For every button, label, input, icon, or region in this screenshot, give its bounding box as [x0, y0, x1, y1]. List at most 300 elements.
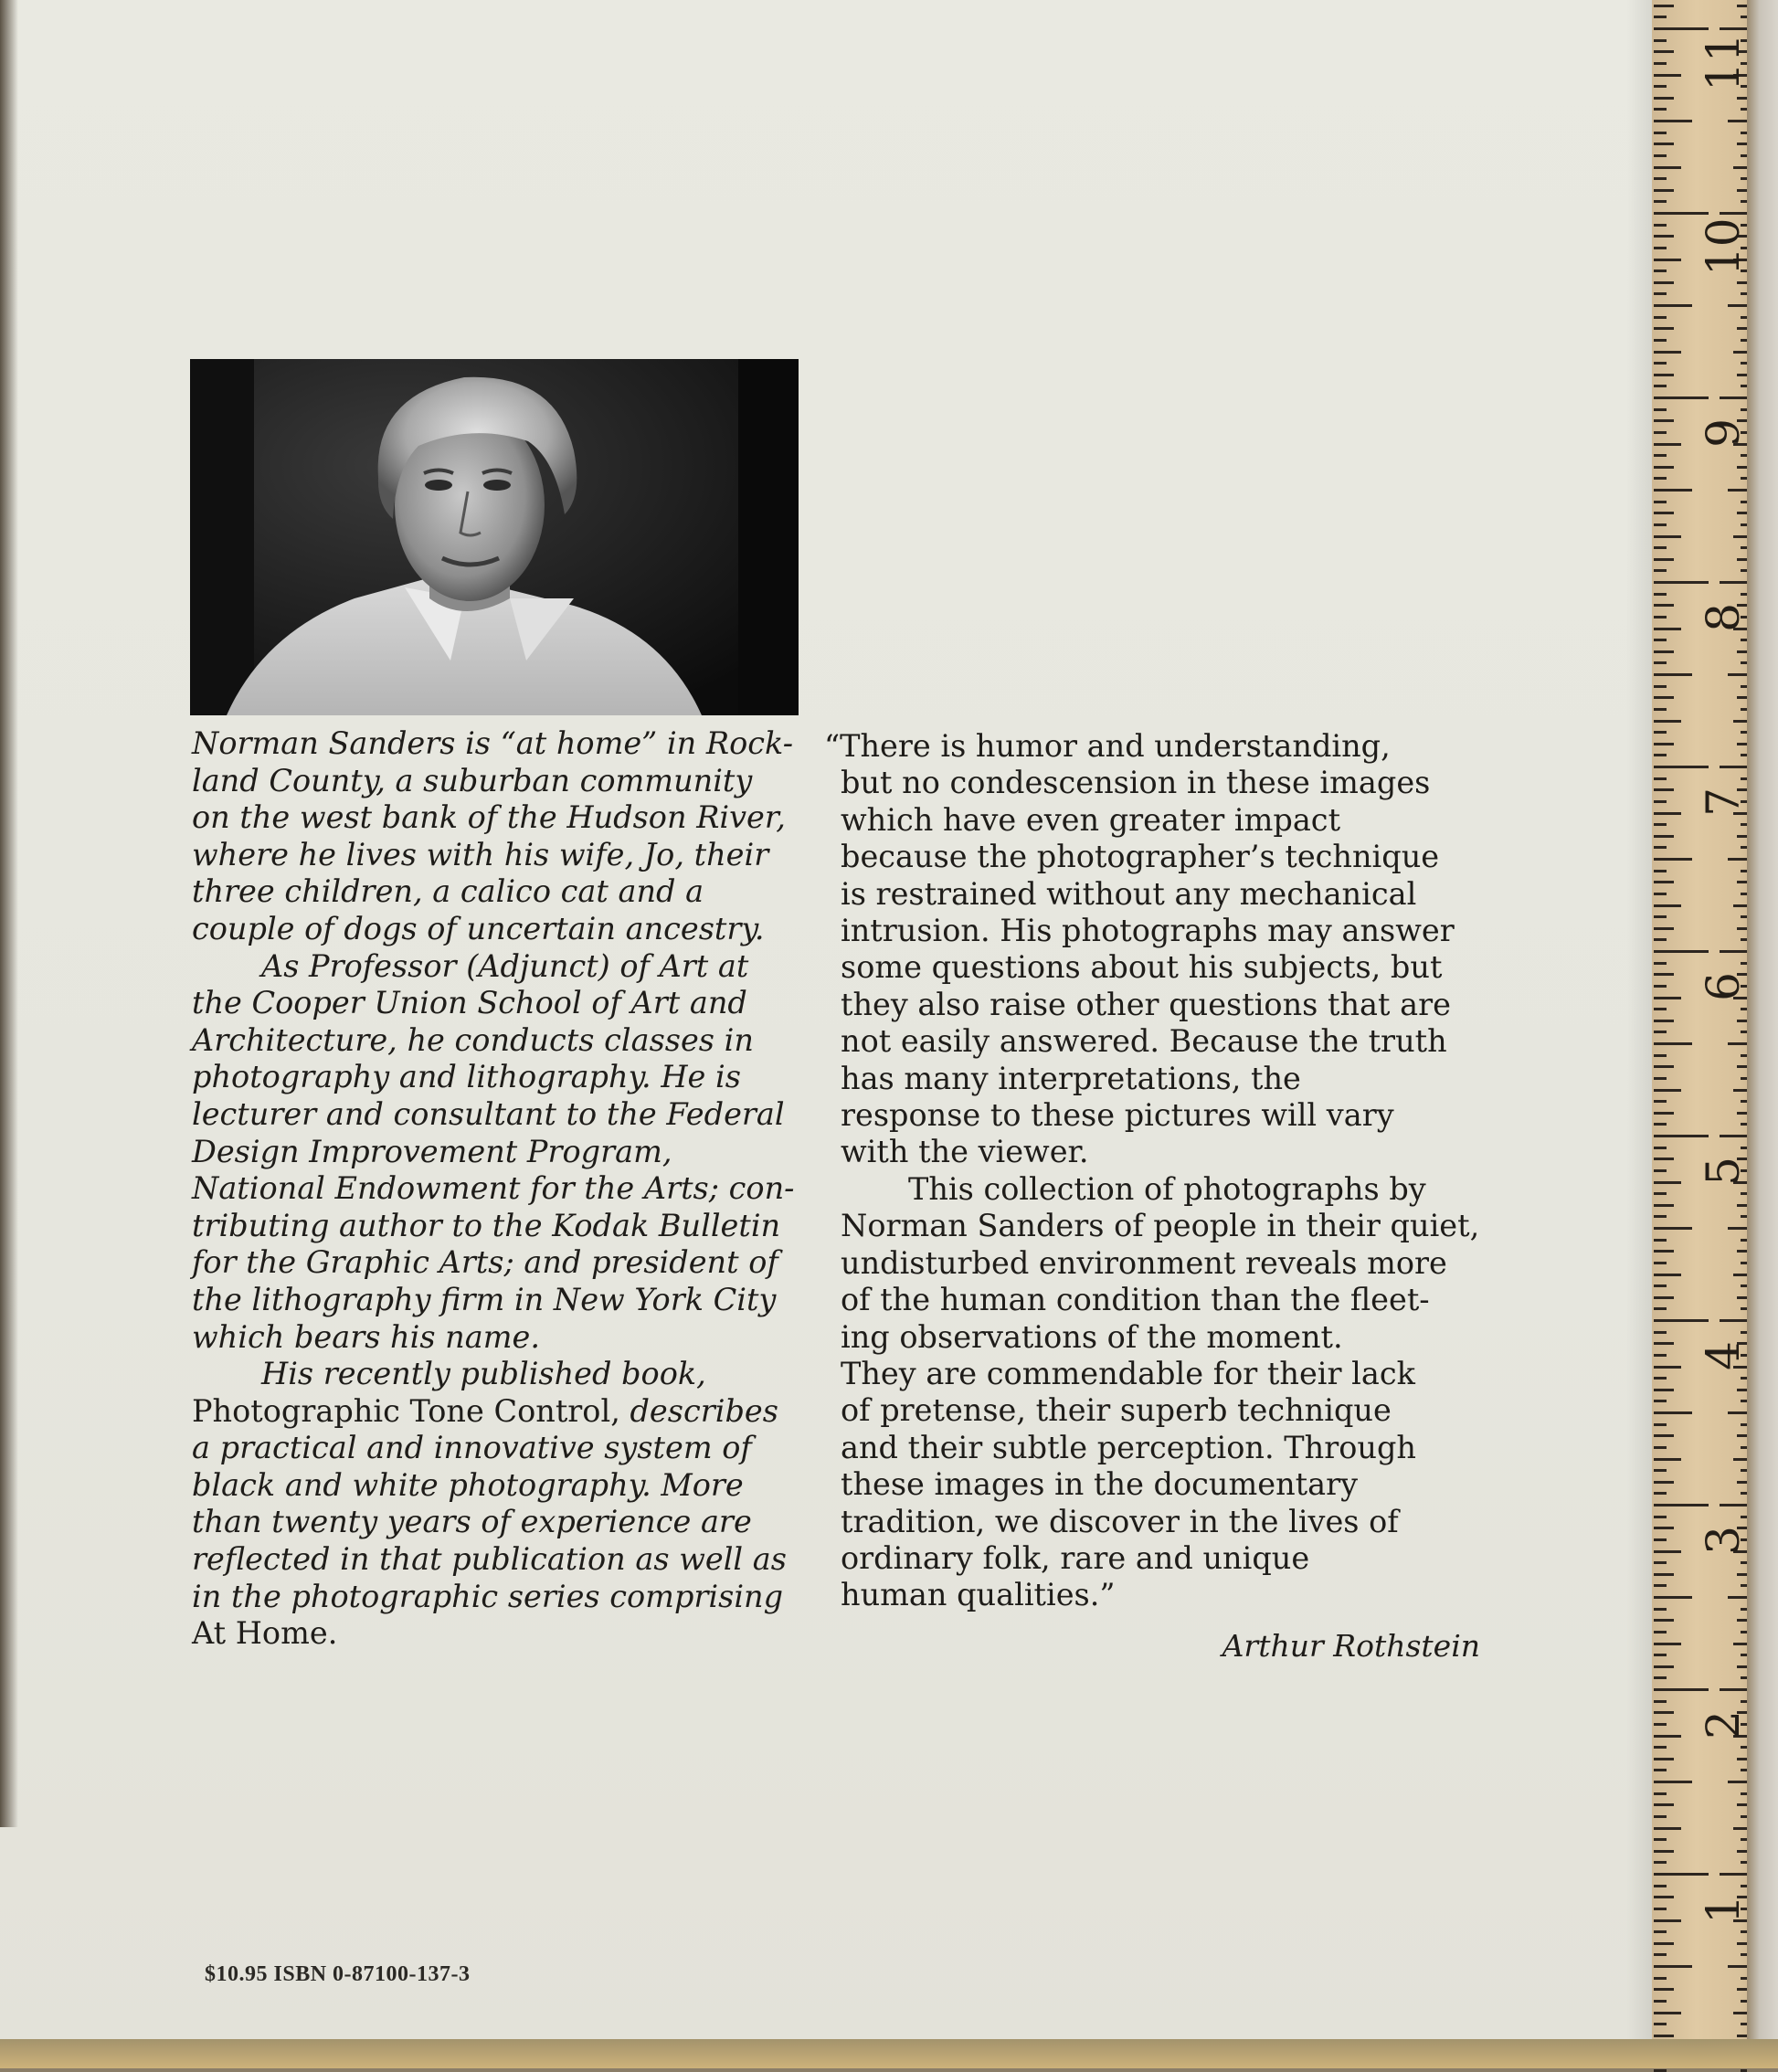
ruler-tick: [1728, 1965, 1747, 1968]
ruler-tick: [1654, 1296, 1674, 1299]
ruler-tick: [1654, 1965, 1692, 1968]
table-edge: [0, 2039, 1778, 2068]
ruler-number: 8: [1697, 603, 1750, 632]
ruler-tick: [1654, 1942, 1674, 1945]
quote-line: because the photographer’s technique: [841, 839, 1440, 875]
ruler-tick: [1741, 846, 1747, 849]
ruler-tick: [1741, 731, 1747, 734]
ruler-tick: [1654, 419, 1674, 422]
ruler-tick: [1654, 1169, 1667, 1172]
ruler-tick: [1654, 108, 1667, 111]
ruler-tick: [1728, 1227, 1747, 1230]
ruler-tick: [1737, 1803, 1747, 1806]
ruler-number: 5: [1697, 1157, 1750, 1186]
ruler-tick: [1737, 927, 1747, 930]
ruler-tick: [1737, 835, 1747, 838]
ruler-tick: [1654, 1643, 1681, 1645]
bio-line: three children, a calico cat and a: [192, 873, 704, 910]
ruler-tick: [1654, 1100, 1667, 1103]
author-biography: [192, 725, 831, 1653]
quote-line: of the human condition than the fleet-: [841, 1282, 1430, 1318]
ruler-tick: [1654, 1239, 1667, 1242]
bio-line: As Professor (Adjunct) of Art at: [261, 947, 749, 984]
ruler-tick: [1654, 1366, 1681, 1369]
ruler-tick: [1741, 1123, 1747, 1126]
ruler-tick: [1654, 1735, 1681, 1738]
ruler-tick: [1654, 581, 1709, 584]
ruler-tick: [1737, 1250, 1747, 1253]
quote-line: human qualities.”: [841, 1577, 1116, 1613]
ruler-tick: [1654, 593, 1667, 596]
ruler-tick: [1654, 177, 1667, 180]
ruler-tick: [1654, 281, 1674, 284]
ruler-tick: [1720, 1319, 1747, 1322]
bio-line: in the photographic series comprising: [192, 1578, 784, 1614]
ruler-tick: [1654, 454, 1667, 457]
bio-line: where he lives with his wife, Jo, their: [192, 836, 769, 872]
ruler-tick: [1741, 385, 1747, 387]
ruler-tick: [1654, 685, 1667, 688]
bio-line: land County, a suburban community: [192, 762, 753, 798]
ruler-tick: [1741, 1262, 1747, 1264]
quote-line: they also raise other questions that are: [841, 986, 1451, 1022]
ruler-tick: [1741, 1815, 1747, 1818]
ruler-tick: [1654, 1838, 1667, 1841]
ruler-tick: [1654, 362, 1667, 365]
ruler-tick: [1654, 1262, 1667, 1264]
ruler-tick: [1741, 1861, 1747, 1864]
ruler-tick: [1737, 1850, 1747, 1853]
ruler-tick: [1654, 915, 1667, 918]
bio-line: lecturer and consultant to the Federal: [192, 1095, 785, 1132]
ruler-tick: [1741, 177, 1747, 180]
ruler-tick: [1654, 650, 1674, 653]
ruler-tick: [1654, 374, 1674, 376]
ruler-tick: [1737, 1758, 1747, 1760]
quote-line: “There is humor and understanding,: [824, 728, 1391, 764]
ruler-tick: [1654, 1977, 1667, 1980]
bio-line: Design Improvement Program,: [192, 1133, 672, 1169]
ruler-tick: [1741, 1100, 1747, 1103]
quote-line: of pretense, their superb technique: [841, 1392, 1392, 1429]
ruler-tick: [1720, 950, 1747, 953]
ruler-tick: [1654, 616, 1667, 618]
ruler-tick: [1737, 1988, 1747, 1991]
ruler-tick: [1654, 1147, 1667, 1149]
ruler-tick: [1737, 1942, 1747, 1945]
quote-line: intrusion. His photographs may answer: [841, 913, 1455, 949]
ruler-tick: [1741, 477, 1747, 480]
ruler-tick: [1720, 581, 1747, 584]
quote-line: but no condescension in these images: [841, 765, 1431, 801]
ruler-tick: [1737, 558, 1747, 561]
ruler-tick: [1741, 546, 1747, 549]
ruler-tick: [1654, 962, 1667, 965]
bio-line: a practical and innovative system of: [192, 1430, 752, 1466]
ruler-tick: [1741, 1769, 1747, 1771]
bio-line: the lithography firm in New York City: [192, 1281, 777, 1317]
ruler-tick: [1654, 1527, 1674, 1529]
ruler-tick: [1741, 1446, 1747, 1449]
ruler-tick: [1654, 1988, 1674, 1991]
ruler-tick: [1741, 316, 1747, 319]
ruler-tick: [1654, 477, 1667, 480]
ruler-tick: [1654, 985, 1667, 988]
ruler-tick: [1741, 1977, 1747, 1980]
ruler-tick: [1654, 1446, 1667, 1449]
ruler-tick: [1741, 1492, 1747, 1495]
ruler-tick: [1737, 881, 1747, 883]
ruler-tick: [1741, 108, 1747, 111]
ruler-tick: [1654, 1089, 1681, 1092]
quote-line: ordinary folk, rare and unique: [841, 1539, 1310, 1576]
bio-line: on the west bank of the Hudson River,: [192, 799, 786, 836]
ruler-tick: [1654, 1400, 1667, 1402]
quote-line: Norman Sanders of people in their quiet,: [841, 1208, 1480, 1244]
ruler-tick: [1654, 823, 1667, 826]
ruler-tick: [1654, 270, 1667, 272]
ruler-tick: [1654, 1746, 1667, 1749]
ruler-tick: [1654, 1619, 1674, 1622]
ruler-tick: [1728, 489, 1747, 492]
ruler-tick: [1654, 546, 1667, 549]
ruler-tick: [1654, 1135, 1709, 1137]
ruler-tick: [1654, 904, 1681, 907]
ruler-tick: [1737, 696, 1747, 699]
ruler-tick: [1737, 1112, 1747, 1115]
ruler-tick: [1654, 1065, 1674, 1068]
ruler-tick: [1654, 1123, 1667, 1126]
book-edge-shadow: [0, 0, 18, 1827]
ruler-tick: [1654, 673, 1692, 676]
ruler-tick: [1741, 1031, 1747, 1033]
quote-line: some questions about his subjects, but: [841, 949, 1443, 986]
ruler-tick: [1654, 661, 1667, 664]
ruler-tick: [1654, 604, 1674, 607]
ruler-tick: [1654, 1850, 1674, 1853]
ruler-tick: [1654, 1654, 1667, 1656]
ruler-tick: [1737, 327, 1747, 330]
ruler-tick: [1654, 200, 1667, 203]
ruler-tick: [1741, 1654, 1747, 1656]
price-isbn-label: $10.95 ISBN 0-87100-137-3: [205, 1962, 471, 1986]
bio-paragraph-1: [192, 725, 831, 948]
ruler-tick: [1741, 200, 1747, 203]
bio-line: reflected in that publication as well as: [192, 1541, 787, 1578]
ruler-tick: [1654, 639, 1667, 641]
ruler-tick: [1654, 1550, 1681, 1553]
ruler-tick: [1654, 1573, 1674, 1576]
ruler-tick: [1654, 696, 1674, 699]
ruler-tick: [1654, 1608, 1667, 1611]
ruler-tick: [1733, 904, 1747, 907]
ruler-tick: [1654, 292, 1667, 295]
ruler-tick: [1654, 1492, 1667, 1495]
ruler-tick: [1737, 650, 1747, 653]
ruler-tick: [1654, 501, 1667, 503]
ruler-tick: [1654, 316, 1667, 319]
ruler-tick: [1654, 351, 1681, 354]
ruler-tick: [1654, 788, 1674, 791]
ruler-tick: [1741, 1584, 1747, 1587]
ruler-tick: [1654, 2012, 1681, 2014]
ruler-tick: [1654, 1215, 1667, 1218]
ruler-tick: [1654, 1020, 1674, 1022]
quote-line: with the viewer.: [841, 1134, 1089, 1170]
ruler-tick: [1654, 1469, 1667, 1472]
ruler-tick: [1654, 1458, 1681, 1461]
ruler-tick: [1654, 1319, 1709, 1322]
ruler-tick: [1741, 523, 1747, 526]
ruler-tick: [1654, 1504, 1709, 1506]
ruler-tick: [1741, 154, 1747, 157]
bio-line: couple of dogs of uncertain ancestry.: [192, 910, 765, 946]
ruler-tick: [1654, 1158, 1674, 1160]
ruler-tick: [1654, 628, 1681, 630]
ruler-tick: [1654, 1885, 1667, 1887]
book-title-at-home: At Home.: [192, 1615, 338, 1652]
ruler-number: 1: [1697, 1895, 1750, 1924]
ruler-tick: [1654, 1192, 1667, 1195]
ruler-number: 7: [1697, 788, 1750, 817]
bio-line: tributing author to the Kodak Bulletin: [192, 1207, 781, 1243]
ruler-tick: [1654, 812, 1681, 815]
ruler-tick: [1654, 396, 1709, 399]
ruler-tick: [1654, 1411, 1692, 1414]
author-portrait-photo: [190, 359, 799, 715]
ruler-tick: [1720, 1873, 1747, 1876]
bio-line: photography and lithography. He is: [192, 1059, 741, 1095]
ruler-tick: [1741, 1423, 1747, 1426]
ruler-tick: [1654, 1596, 1692, 1599]
ruler-tick: [1741, 501, 1747, 503]
ruler-tick: [1733, 720, 1747, 723]
ruler-tick: [1733, 535, 1747, 538]
ruler-tick: [1733, 1643, 1747, 1645]
ruler-tick: [1733, 1827, 1747, 1830]
ruler-tick: [1654, 777, 1667, 780]
ruler-tick: [1728, 1042, 1747, 1045]
ruler-tick: [1654, 800, 1667, 803]
ruler-tick: [1654, 408, 1667, 411]
ruler-tick: [1654, 1181, 1681, 1184]
ruler-tick: [1654, 431, 1667, 434]
ruler-tick: [1741, 1400, 1747, 1402]
ruler-tick: [1654, 731, 1667, 734]
bio-paragraph-2: [192, 948, 831, 1357]
ruler-tick: [1654, 1561, 1667, 1564]
ruler-tick: [1741, 754, 1747, 756]
ruler-tick: [1654, 1688, 1709, 1691]
quote-line: tradition, we discover in the lives of: [841, 1503, 1399, 1539]
ruler-tick: [1720, 396, 1747, 399]
bio-line: black and white photography. More: [192, 1466, 744, 1503]
quote-line: not easily answered. Because the truth: [841, 1023, 1447, 1060]
ruler-tick: [1741, 132, 1747, 134]
ruler-tick: [1737, 5, 1747, 7]
ruler-tick: [1737, 1389, 1747, 1391]
bio-line: Architecture, he conducts classes in: [192, 1021, 754, 1058]
ruler-tick: [1741, 1077, 1747, 1080]
ruler-tick: [1654, 569, 1667, 572]
bio-line: the Cooper Union School of Art and: [192, 985, 747, 1021]
ruler-tick: [1654, 558, 1674, 561]
ruler-tick: [1654, 85, 1667, 88]
ruler-tick: [1654, 327, 1674, 330]
ruler-tick: [1720, 1135, 1747, 1137]
ruler-tick: [1654, 62, 1667, 65]
ruler-tick: [1654, 1792, 1667, 1795]
ruler-tick: [1654, 1307, 1667, 1310]
book-right-shade: [1626, 0, 1652, 2056]
book-title-photographic-tone-control: Photographic Tone Control,: [192, 1392, 620, 1429]
ruler-tick: [1654, 1631, 1667, 1633]
ruler-tick: [1654, 1054, 1667, 1057]
quote-line: is restrained without any mechanical: [841, 875, 1417, 912]
ruler-tick: [1728, 1596, 1747, 1599]
ruler-tick: [1654, 1676, 1667, 1679]
ruler-tick: [1654, 166, 1681, 169]
ruler-tick: [1654, 846, 1667, 849]
ruler-tick: [1654, 1250, 1674, 1253]
ruler-tick: [1741, 1792, 1747, 1795]
ruler-tick: [1654, 893, 1667, 895]
ruler-tick: [1654, 973, 1674, 976]
ruler-tick: [1733, 351, 1747, 354]
ruler-tick: [1654, 154, 1667, 157]
ruler-tick: [1720, 27, 1747, 30]
ruler-tick: [1654, 938, 1667, 941]
ruler-tick: [1737, 1020, 1747, 1022]
ruler-tick: [1741, 1215, 1747, 1218]
bio-line: describes: [619, 1392, 778, 1429]
ruler-tick: [1654, 512, 1674, 514]
quote-line: undisturbed environment reveals more: [841, 1244, 1447, 1281]
ruler-tick: [1654, 1284, 1667, 1287]
ruler-tick: [1654, 1930, 1667, 1933]
ruler-tick: [1654, 927, 1674, 930]
ruler-tick: [1741, 2000, 1747, 2003]
ruler-tick: [1741, 915, 1747, 918]
ruler-tick: [1654, 1815, 1667, 1818]
ruler-tick: [1654, 120, 1692, 122]
ruler-tick: [1654, 1700, 1667, 1703]
ruler-tick: [1654, 1227, 1692, 1230]
ruler-tick: [1741, 2023, 1747, 2025]
ruler-tick: [1654, 1665, 1674, 1668]
ruler-tick: [1654, 2000, 1667, 2003]
ruler-tick: [1654, 339, 1667, 342]
ruler-tick: [1741, 893, 1747, 895]
ruler-tick: [1654, 1908, 1667, 1910]
ruler-tick: [1741, 16, 1747, 18]
ruler-tick: [1654, 1042, 1692, 1045]
ruler-tick: [1741, 708, 1747, 711]
ruler-tick: [1654, 1342, 1674, 1345]
ruler-tick: [1654, 950, 1709, 953]
ruler-tick: [1654, 2023, 1667, 2025]
ruler-tick: [1720, 1504, 1747, 1506]
ruler-tick: [1737, 97, 1747, 100]
ruler-tick: [1741, 1631, 1747, 1633]
ruler-tick: [1654, 1204, 1674, 1207]
ruler-tick: [1741, 339, 1747, 342]
ruler-tick: [1737, 1665, 1747, 1668]
ruler-tick: [1654, 1112, 1674, 1115]
ruler-tick: [1737, 1573, 1747, 1576]
ruler-tick: [1654, 2035, 1674, 2037]
bio-line: which bears his name.: [192, 1318, 540, 1355]
ruler-tick: [1728, 1781, 1747, 1783]
ruler-tick: [1654, 754, 1667, 756]
ruler-number: 11: [1697, 33, 1750, 91]
rothstein-quote: [824, 728, 1508, 1614]
ruler-tick: [1654, 466, 1674, 469]
ruler-tick: [1741, 292, 1747, 295]
ruler-tick: [1741, 569, 1747, 572]
ruler-tick: [1654, 5, 1674, 7]
ruler-tick: [1654, 304, 1692, 307]
ruler-tick: [1737, 143, 1747, 145]
ruler-tick: [1737, 466, 1747, 469]
ruler-tick: [1654, 523, 1667, 526]
ruler-tick: [1733, 166, 1747, 169]
ruler-tick: [1654, 1434, 1674, 1437]
ruler-tick: [1741, 1608, 1747, 1611]
ruler-tick: [1654, 443, 1681, 446]
ruler-tick: [1654, 1516, 1667, 1518]
ruler-tick: [1741, 1469, 1747, 1472]
ruler-number: 9: [1697, 418, 1750, 448]
ruler-tick: [1654, 1274, 1681, 1276]
ruler-tick: [1654, 132, 1667, 134]
ruler-tick: [1654, 1711, 1674, 1714]
ruler-edge: [1747, 0, 1778, 2068]
ruler-tick: [1654, 1077, 1667, 1080]
ruler-tick: [1654, 1008, 1667, 1010]
ruler-tick: [1741, 1838, 1747, 1841]
bio-line: for the Graphic Arts; and president of: [192, 1244, 778, 1281]
ruler-tick: [1728, 120, 1747, 122]
ruler-tick: [1741, 1054, 1747, 1057]
ruler-tick: [1654, 1723, 1667, 1726]
ruler-tick: [1741, 1676, 1747, 1679]
ruler-number: 4: [1697, 1341, 1750, 1370]
ruler-tick: [1741, 685, 1747, 688]
bio-line: Norman Sanders is “at home” in Rock-: [192, 725, 794, 761]
ruler-tick: [1737, 1065, 1747, 1068]
ruler-tick: [1654, 50, 1674, 53]
ruler-tick: [1654, 189, 1674, 192]
ruler-tick: [1741, 661, 1747, 664]
ruler-tick: [1654, 1758, 1674, 1760]
ruler-tick: [1741, 362, 1747, 365]
ruler-tick: [1737, 2035, 1747, 2037]
quote-line: which have even greater impact: [841, 801, 1341, 838]
quote-line: and their subtle perception. Through: [841, 1429, 1416, 1465]
ruler-tick: [1737, 1204, 1747, 1207]
ruler-tick: [1654, 1803, 1674, 1806]
ruler-tick: [1654, 535, 1681, 538]
ruler-tick: [1654, 708, 1667, 711]
ruler-tick: [1654, 1481, 1674, 1484]
ruler-tick: [1654, 1377, 1667, 1380]
ruler-tick: [1728, 304, 1747, 307]
bio-paragraph-3: [192, 1356, 831, 1653]
ruler-tick: [1654, 1769, 1667, 1771]
ruler-tick: [1654, 1389, 1674, 1391]
ruler-tick: [1737, 1434, 1747, 1437]
